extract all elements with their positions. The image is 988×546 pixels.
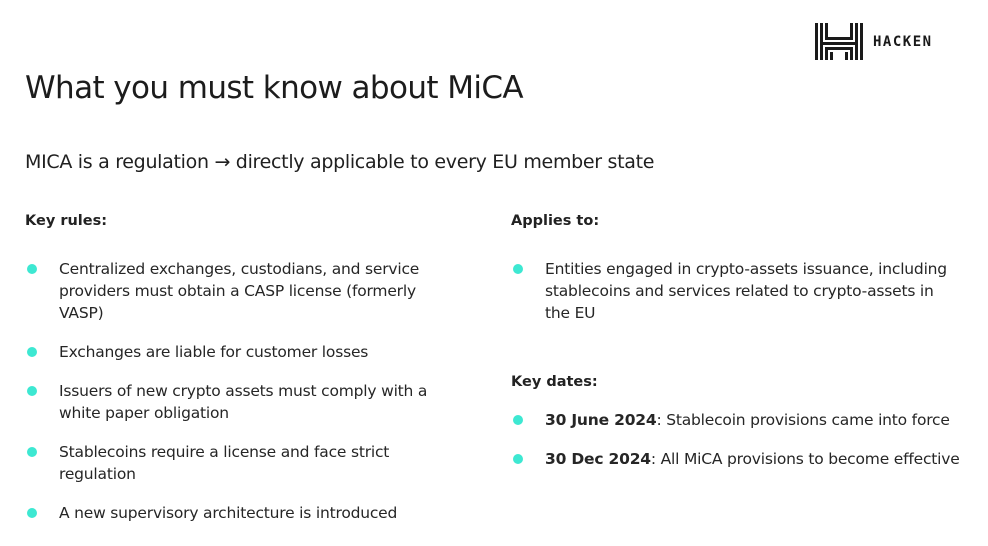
- bullet-dot-icon: [27, 264, 37, 274]
- hacken-logo-icon: [815, 23, 863, 60]
- applies-to-heading: Applies to:: [511, 213, 600, 229]
- key-dates-list: [511, 409, 971, 470]
- key-dates-heading: Key dates:: [511, 374, 598, 390]
- brand-name: HACKEN: [873, 33, 933, 50]
- list-item: A new supervisory architecture is introduced: [25, 502, 429, 524]
- bullet-dot-icon: [27, 347, 37, 357]
- list-item: Entities engaged in crypto-assets issuance, including stablecoins and services related to crypto-assets in the EU: [511, 258, 955, 324]
- list-item: Exchanges are liable for customer losses: [25, 341, 429, 363]
- bullet-dot-icon: [27, 447, 37, 457]
- applies-to-list: [511, 258, 971, 324]
- bullet-dot-icon: [27, 386, 37, 396]
- key-rules-heading: Key rules:: [25, 213, 108, 229]
- bullet-dot-icon: [513, 415, 523, 425]
- bullet-dot-icon: [27, 508, 37, 518]
- bullet-dot-icon: [513, 264, 523, 274]
- page-subtitle: MICA is a regulation → directly applicable to every EU member state: [25, 151, 655, 173]
- list-item: Centralized exchanges, custodians, and service providers must obtain a CASP license (formerly VASP): [25, 258, 429, 324]
- brand-logo: [815, 23, 933, 60]
- list-item: 30 June 2024: Stablecoin provisions came into force: [511, 409, 971, 431]
- list-item: Stablecoins require a license and face strict regulation: [25, 441, 429, 485]
- page-title: What you must know about MiCA: [25, 70, 524, 106]
- bullet-dot-icon: [513, 454, 523, 464]
- key-rules-section: [25, 213, 465, 541]
- date-label: 30 June 2024: [545, 411, 657, 429]
- key-rules-list: [25, 258, 465, 524]
- date-label: 30 Dec 2024: [545, 450, 651, 468]
- list-item: Issuers of new crypto assets must comply with a white paper obligation: [25, 380, 429, 424]
- right-column: [511, 213, 971, 487]
- list-item: 30 Dec 2024: All MiCA provisions to become effective: [511, 448, 971, 470]
